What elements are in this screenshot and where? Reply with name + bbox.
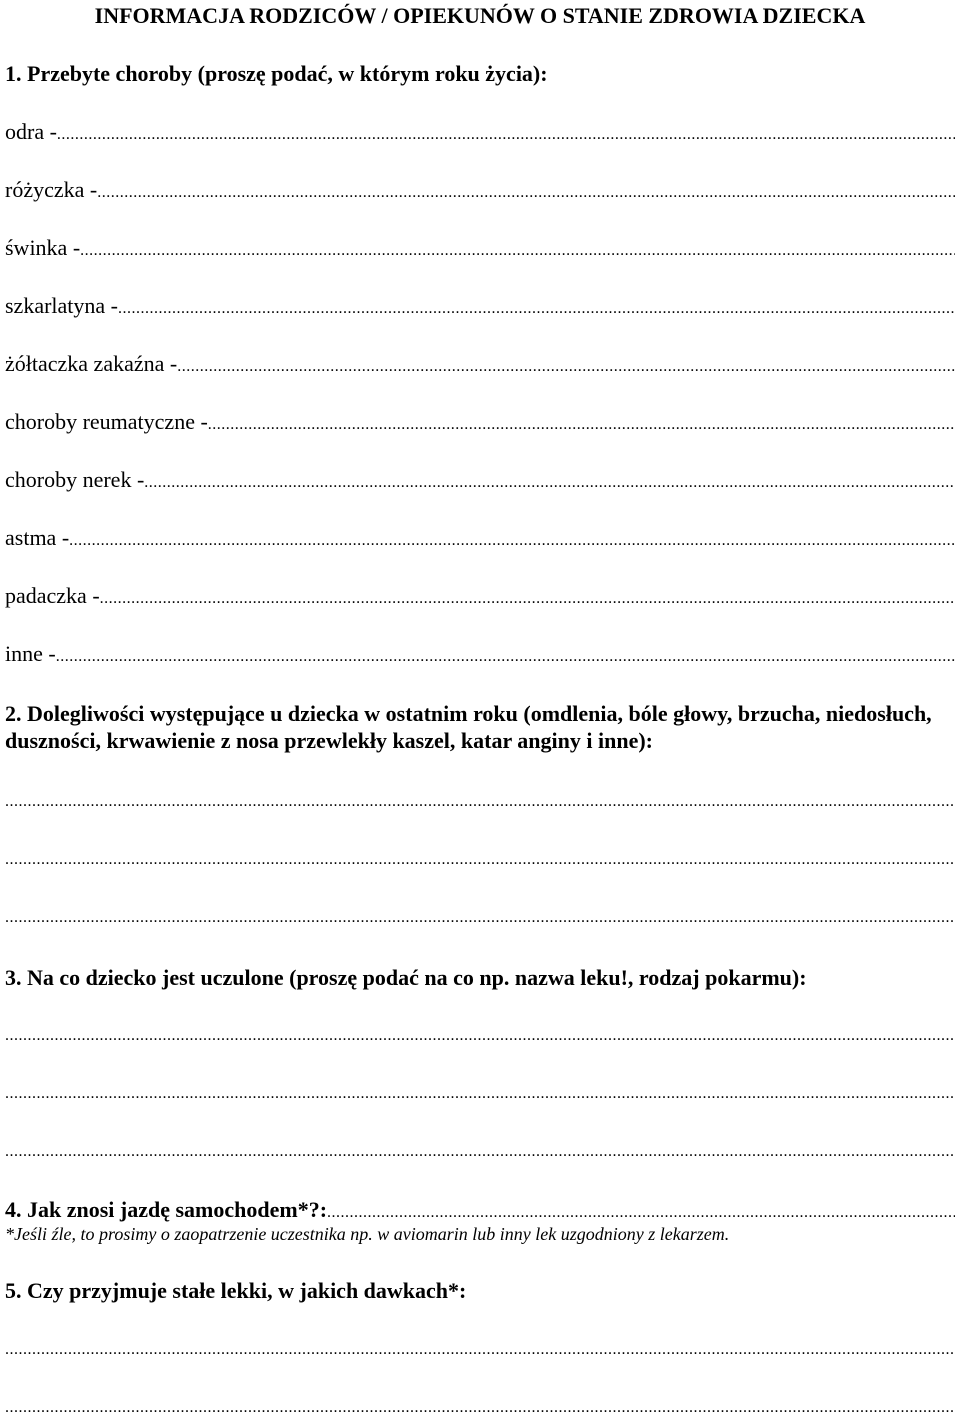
- disease-label-inne: inne -: [5, 641, 56, 666]
- disease-field-szkarlatyna[interactable]: [118, 295, 955, 323]
- disease-row-astma: [5, 524, 955, 555]
- section-2-heading: 2. Dolegliwości występujące u dziecka w ostatnim roku (omdlenia, bóle głowy, brzucha, niedosłuch, duszności, krwawienie z nosa przewlekły kaszel, katar anginy i inne):: [5, 701, 932, 753]
- disease-label-swinka: świnka -: [5, 235, 81, 260]
- disease-row-inne: [5, 640, 955, 671]
- medication-answer-line-2[interactable]: [5, 1399, 955, 1419]
- ailments-answer-line-1[interactable]: [5, 793, 955, 813]
- section-1-heading: 1. Przebyte choroby (proszę podać, w którym roku życia):: [5, 61, 548, 86]
- disease-label-astma: astma -: [5, 525, 70, 550]
- section-4-heading: 4. Jak znosi jazdę samochodem*?:: [5, 1197, 328, 1222]
- disease-row-swinka: [5, 234, 955, 265]
- disease-row-zoltaczka: [5, 350, 955, 381]
- disease-field-nerek[interactable]: [144, 469, 955, 497]
- disease-label-zoltaczka: żółtaczka zakaźna -: [5, 351, 178, 376]
- disease-field-astma[interactable]: [69, 527, 955, 555]
- allergies-answer-line-1[interactable]: [5, 1027, 955, 1047]
- section-5-heading: 5. Czy przyjmuje stałe lekki, w jakich dawkach*:: [5, 1278, 467, 1303]
- disease-label-szkarlatyna: szkarlatyna -: [5, 293, 118, 318]
- disease-row-nerek: [5, 466, 955, 497]
- disease-field-swinka[interactable]: [80, 237, 955, 265]
- disease-field-padaczka[interactable]: [100, 585, 955, 613]
- disease-label-nerek: choroby nerek -: [5, 467, 145, 492]
- medication-answer-line-1[interactable]: [5, 1341, 955, 1361]
- ailments-answer-line-2[interactable]: [5, 851, 955, 871]
- disease-row-padaczka: [5, 582, 955, 613]
- disease-row-odra: [5, 118, 955, 149]
- disease-label-rozyczka: różyczka -: [5, 177, 98, 202]
- section-3-heading: 3. Na co dziecko jest uczulone (proszę podać na co np. nazwa leku!, rodzaj pokarmu):: [5, 965, 807, 990]
- disease-label-reumatyczne: choroby reumatyczne -: [5, 409, 208, 434]
- disease-field-inne[interactable]: [56, 643, 955, 671]
- car-travel-footnote: *Jeśli źle, to prosimy o zaopatrzenie uczestnika np. w aviomarin lub inny lek uzgodniony z lekarzem.: [5, 1224, 730, 1244]
- disease-row-reumatyczne: [5, 408, 955, 439]
- allergies-answer-line-2[interactable]: [5, 1085, 955, 1105]
- disease-field-zoltaczka[interactable]: [177, 353, 955, 381]
- disease-label-odra: odra -: [5, 119, 57, 144]
- ailments-answer-line-3[interactable]: [5, 909, 955, 929]
- disease-row-rozyczka: [5, 176, 955, 207]
- disease-label-padaczka: padaczka -: [5, 583, 100, 608]
- disease-field-reumatyczne[interactable]: [208, 411, 955, 439]
- disease-field-odra[interactable]: [57, 121, 955, 149]
- disease-field-rozyczka[interactable]: [97, 179, 955, 207]
- disease-row-szkarlatyna: [5, 292, 955, 323]
- document-title: INFORMACJA RODZICÓW / OPIEKUNÓW O STANIE ZDROWIA DZIECKA: [94, 3, 866, 28]
- allergies-answer-line-3[interactable]: [5, 1143, 955, 1163]
